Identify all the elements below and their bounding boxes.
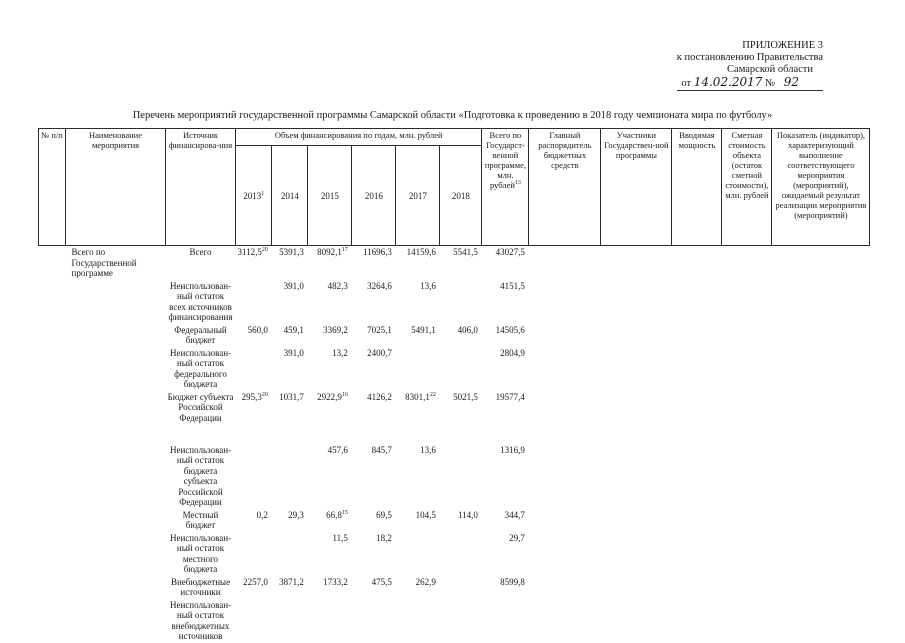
- cell-indicator: [772, 509, 870, 532]
- cell-value-2014: [272, 246, 308, 280]
- value-text: 4126,2: [367, 391, 392, 402]
- value-text: 18,2: [376, 532, 392, 543]
- value-text: 457,6: [327, 444, 348, 455]
- cell-value-2018: [440, 347, 482, 391]
- cell-value-2016: [352, 444, 396, 509]
- cell-num: [39, 599, 66, 643]
- cell-value-2016: [352, 532, 396, 576]
- cell-estimate: [722, 599, 772, 643]
- value-text: 406,0: [457, 324, 478, 335]
- cell-num: [39, 576, 66, 599]
- header-manager: Главный распорядитель бюджетных средств: [529, 129, 601, 246]
- cell-value-2017: [396, 599, 440, 643]
- cell-total: 14505,6: [495, 324, 525, 335]
- cell-value-2018: [440, 444, 482, 509]
- value-text: 459,1: [283, 324, 304, 335]
- cell-capacity: [672, 391, 722, 444]
- cell-value-2013: [236, 599, 272, 643]
- cell-value-2017: [396, 324, 440, 347]
- cell-value-2013: [236, 246, 272, 280]
- cell-source: Всего: [189, 247, 212, 257]
- cell-capacity: [672, 599, 722, 643]
- cell-source: Неиспользован-ный остаток местного бюджета: [169, 532, 232, 574]
- value-text: 7025,1: [367, 324, 392, 335]
- cell-estimate: [722, 280, 772, 324]
- cell-num: [39, 280, 66, 324]
- value-text: 3112,5: [237, 247, 262, 257]
- cell-source: Бюджет субъекта Российской Федерации: [167, 391, 234, 423]
- cell-value-2013: [236, 532, 272, 576]
- value-footnote: 16: [341, 391, 348, 398]
- header-capacity: Вводимая мощность: [672, 129, 722, 246]
- cell-value-2014: [272, 532, 308, 576]
- cell-manager: [529, 576, 601, 599]
- cell-value-2013: [236, 391, 272, 444]
- cell-value-2013: [236, 576, 272, 599]
- cell-value-2016: [352, 324, 396, 347]
- header-total: [482, 129, 529, 246]
- cell-source: Неиспользован-ный остаток всех источников финансирования: [168, 280, 233, 322]
- value-text: 1733,2: [323, 576, 348, 587]
- cell-participants: [601, 324, 672, 347]
- cell-manager: [529, 391, 601, 444]
- cell-indicator: [772, 347, 870, 391]
- cell-value-2017: [396, 532, 440, 576]
- cell-manager: [529, 532, 601, 576]
- cell-estimate: [722, 246, 772, 280]
- cell-value-2016: [352, 509, 396, 532]
- value-footnote: 17: [341, 247, 348, 253]
- cell-value-2017: [396, 444, 440, 509]
- document-title: Перечень мероприятий государственной программы Самарской области «Подготовка к проведению в 2018 году чемпионата мира по футболу»: [132, 110, 773, 121]
- cell-value-2016: [352, 599, 396, 643]
- cell-estimate: [722, 324, 772, 347]
- cell-capacity: [672, 444, 722, 509]
- cell-participants: [601, 599, 672, 643]
- cell-capacity: [672, 324, 722, 347]
- cell-name: [66, 347, 166, 391]
- cell-value-2018: [440, 280, 482, 324]
- cell-name: [66, 444, 166, 509]
- cell-source: Внебюджетные источники: [170, 576, 231, 597]
- value-text: 104,5: [415, 509, 436, 520]
- value-text: 69,5: [376, 509, 392, 520]
- value-text: 13,6: [420, 444, 436, 455]
- cell-estimate: [722, 444, 772, 509]
- table-body: [39, 246, 870, 643]
- table-row: [39, 532, 870, 576]
- cell-value-2016: [352, 246, 396, 280]
- cell-value-2017: [396, 246, 440, 280]
- cell-source: Неиспользован-ный остаток федерального бюджета: [169, 347, 232, 389]
- header-participants: Участники Государствен-ной программы: [601, 129, 672, 246]
- value-text: 11696,3: [363, 247, 392, 257]
- table-row: [39, 444, 870, 509]
- value-text: 5541,5: [453, 247, 478, 257]
- cell-total: 19577,4: [495, 391, 525, 402]
- cell-manager: [529, 324, 601, 347]
- header-year-2015: 2015: [308, 146, 352, 246]
- value-text: 29,3: [288, 509, 304, 520]
- cell-name: [66, 324, 166, 347]
- header-name: Наименование мероприятия: [66, 129, 166, 246]
- value-text: 482,3: [327, 280, 348, 291]
- table-row: [39, 509, 870, 532]
- value-text: 560,0: [247, 324, 268, 335]
- cell-value-2016: [352, 391, 396, 444]
- appendix-header: [677, 40, 823, 91]
- cell-estimate: [722, 347, 772, 391]
- cell-participants: [601, 444, 672, 509]
- cell-value-2014: [272, 599, 308, 643]
- cell-value-2013: [236, 347, 272, 391]
- cell-indicator: [772, 532, 870, 576]
- cell-source: Неиспользован-ный остаток внебюджетных источников: [169, 599, 232, 641]
- cell-num: [39, 532, 66, 576]
- cell-value-2013: [236, 509, 272, 532]
- cell-value-2018: [440, 509, 482, 532]
- cell-manager: [529, 246, 601, 280]
- cell-indicator: [772, 576, 870, 599]
- header-estimate: Сметная стоимость объекта (остаток сметной стоимости), млн. рублей: [722, 129, 772, 246]
- cell-value-2018: [440, 532, 482, 576]
- date-prefix: от: [681, 78, 692, 89]
- cell-participants: [601, 509, 672, 532]
- cell-value-2015: [308, 576, 352, 599]
- cell-manager: [529, 509, 601, 532]
- cell-value-2017: [396, 280, 440, 324]
- value-text: 475,5: [371, 576, 392, 587]
- value-text: 0,2: [256, 509, 268, 520]
- value-text: 5021,5: [453, 391, 478, 402]
- cell-value-2013: [236, 324, 272, 347]
- cell-indicator: [772, 246, 870, 280]
- value-footnote: 22: [429, 391, 436, 398]
- value-footnote: 20: [261, 247, 268, 253]
- cell-value-2014: [272, 444, 308, 509]
- measures-table: [38, 128, 870, 643]
- cell-name: [66, 280, 166, 324]
- cell-indicator: [772, 444, 870, 509]
- row-name-text: Всего по Государственной программе: [71, 247, 137, 278]
- value-text: 3369,2: [323, 324, 348, 335]
- cell-total: 1316,9: [500, 444, 525, 455]
- table-row: [39, 280, 870, 324]
- cell-estimate: [722, 532, 772, 576]
- cell-participants: [601, 280, 672, 324]
- cell-source: Федеральный бюджет: [174, 324, 227, 345]
- cell-value-2016: [352, 280, 396, 324]
- header-year-2013: [236, 146, 272, 246]
- value-text: 295,3: [241, 391, 262, 402]
- value-text: 391,0: [283, 347, 304, 358]
- cell-value-2018: [440, 324, 482, 347]
- cell-value-2014: [272, 347, 308, 391]
- cell-capacity: [672, 347, 722, 391]
- value-text: 5491,1: [411, 324, 436, 335]
- cell-participants: [601, 532, 672, 576]
- cell-total: 344,7: [504, 509, 525, 520]
- header-year-2018: 2018: [440, 146, 482, 246]
- cell-value-2013: [236, 444, 272, 509]
- value-text: 5391,3: [279, 247, 304, 257]
- cell-estimate: [722, 391, 772, 444]
- cell-value-2016: [352, 347, 396, 391]
- cell-value-2014: [272, 280, 308, 324]
- header-source: Источник финансирова-ния: [166, 129, 236, 246]
- cell-value-2015: [308, 599, 352, 643]
- cell-participants: [601, 246, 672, 280]
- cell-total: 43027,5: [495, 247, 525, 257]
- cell-total: 8599,8: [500, 576, 525, 587]
- handwritten-date: 14.02.2017: [693, 75, 763, 89]
- cell-manager: [529, 280, 601, 324]
- value-text: 8301,1: [405, 391, 430, 402]
- header-total-sup: 13: [514, 180, 521, 187]
- cell-value-2018: [440, 391, 482, 444]
- cell-manager: [529, 347, 601, 391]
- value-text: 11,5: [332, 532, 348, 543]
- cell-value-2016: [352, 576, 396, 599]
- cell-indicator: [772, 599, 870, 643]
- cell-capacity: [672, 576, 722, 599]
- header-total-text: Всего по Государст-венной программе, млн. рублей: [484, 130, 527, 190]
- cell-name: [66, 599, 166, 643]
- value-footnote: 15: [341, 509, 348, 516]
- cell-num: [39, 347, 66, 391]
- cell-value-2015: [308, 391, 352, 444]
- cell-capacity: [672, 246, 722, 280]
- value-text: 1031,7: [279, 391, 304, 402]
- cell-value-2014: [272, 324, 308, 347]
- cell-capacity: [672, 532, 722, 576]
- table-row: [39, 599, 870, 643]
- table-row: [39, 347, 870, 391]
- cell-participants: [601, 391, 672, 444]
- value-text: 3264,6: [367, 280, 392, 291]
- header-indicator: Показатель (индикатор), характеризующий выполнение соответствующего мероприятия (мероприятий), ожидаемый результат реализации мероприятия (мероприятий): [772, 129, 870, 246]
- cell-total: [482, 599, 529, 643]
- cell-name: [66, 391, 166, 444]
- cell-participants: [601, 347, 672, 391]
- cell-estimate: [722, 576, 772, 599]
- value-text: 2400,7: [367, 347, 392, 358]
- cell-name: [66, 509, 166, 532]
- cell-source: Неиспользован-ный остаток бюджета субъекта Российской Федерации: [169, 444, 232, 507]
- cell-value-2014: [272, 509, 308, 532]
- cell-total: 4151,5: [500, 280, 525, 291]
- value-text: 14159,6: [406, 247, 436, 257]
- cell-indicator: [772, 391, 870, 444]
- cell-source: Местный бюджет: [182, 509, 219, 530]
- cell-capacity: [672, 509, 722, 532]
- cell-value-2017: [396, 347, 440, 391]
- cell-value-2013: [236, 280, 272, 324]
- value-text: 13,6: [420, 280, 436, 291]
- cell-value-2014: [272, 391, 308, 444]
- number-prefix: №: [765, 78, 776, 89]
- appendix-line3: Самарской области: [727, 64, 813, 75]
- table-row: [39, 391, 870, 444]
- header-num: № п/п: [39, 129, 66, 246]
- cell-num: [39, 509, 66, 532]
- cell-value-2017: [396, 391, 440, 444]
- year-2013-sup: 1: [261, 190, 265, 197]
- cell-value-2015: [308, 246, 352, 280]
- cell-name: [66, 532, 166, 576]
- cell-num: [39, 444, 66, 509]
- cell-indicator: [772, 324, 870, 347]
- appendix-title: ПРИЛОЖЕНИЕ 3: [742, 40, 823, 51]
- cell-num: [39, 246, 66, 280]
- table-row: [39, 576, 870, 599]
- value-text: 845,7: [371, 444, 392, 455]
- value-text: 391,0: [283, 280, 304, 291]
- cell-total: 29,7: [509, 532, 525, 543]
- year-2013-label: 2013: [243, 190, 262, 201]
- cell-total: 2804,9: [500, 347, 525, 358]
- value-text: 8092,1: [317, 247, 342, 257]
- cell-participants: [601, 576, 672, 599]
- value-text: 3871,2: [279, 576, 304, 587]
- cell-num: [39, 324, 66, 347]
- value-footnote: 20: [261, 391, 268, 398]
- cell-value-2015: [308, 444, 352, 509]
- cell-value-2015: [308, 280, 352, 324]
- handwritten-number: 92: [783, 75, 799, 89]
- cell-num: [39, 391, 66, 444]
- cell-value-2015: [308, 532, 352, 576]
- cell-value-2018: [440, 246, 482, 280]
- cell-value-2015: [308, 347, 352, 391]
- cell-value-2017: [396, 576, 440, 599]
- value-text: 2257,0: [243, 576, 268, 587]
- cell-name: [66, 246, 166, 280]
- cell-indicator: [772, 280, 870, 324]
- cell-value-2018: [440, 576, 482, 599]
- value-text: 114,0: [458, 509, 478, 520]
- cell-value-2015: [308, 509, 352, 532]
- cell-name: [66, 576, 166, 599]
- cell-manager: [529, 444, 601, 509]
- value-text: 262,9: [415, 576, 436, 587]
- header-volume: Объем финансирования по годам, млн. рублей: [236, 129, 482, 146]
- cell-capacity: [672, 280, 722, 324]
- cell-estimate: [722, 509, 772, 532]
- cell-value-2017: [396, 509, 440, 532]
- cell-value-2018: [440, 599, 482, 643]
- header-year-2014: 2014: [272, 146, 308, 246]
- header-year-2016: 2016: [352, 146, 396, 246]
- header-year-2017: 2017: [396, 146, 440, 246]
- table-row: [39, 246, 870, 280]
- value-text: 2922,9: [317, 391, 342, 402]
- table-row: [39, 324, 870, 347]
- appendix-line2: к постановлению Правительства: [676, 52, 823, 63]
- cell-value-2014: [272, 576, 308, 599]
- appendix-date-line: [677, 76, 823, 91]
- value-text: 13,2: [332, 347, 348, 358]
- cell-manager: [529, 599, 601, 643]
- cell-value-2015: [308, 324, 352, 347]
- value-text: 66,8: [326, 509, 342, 520]
